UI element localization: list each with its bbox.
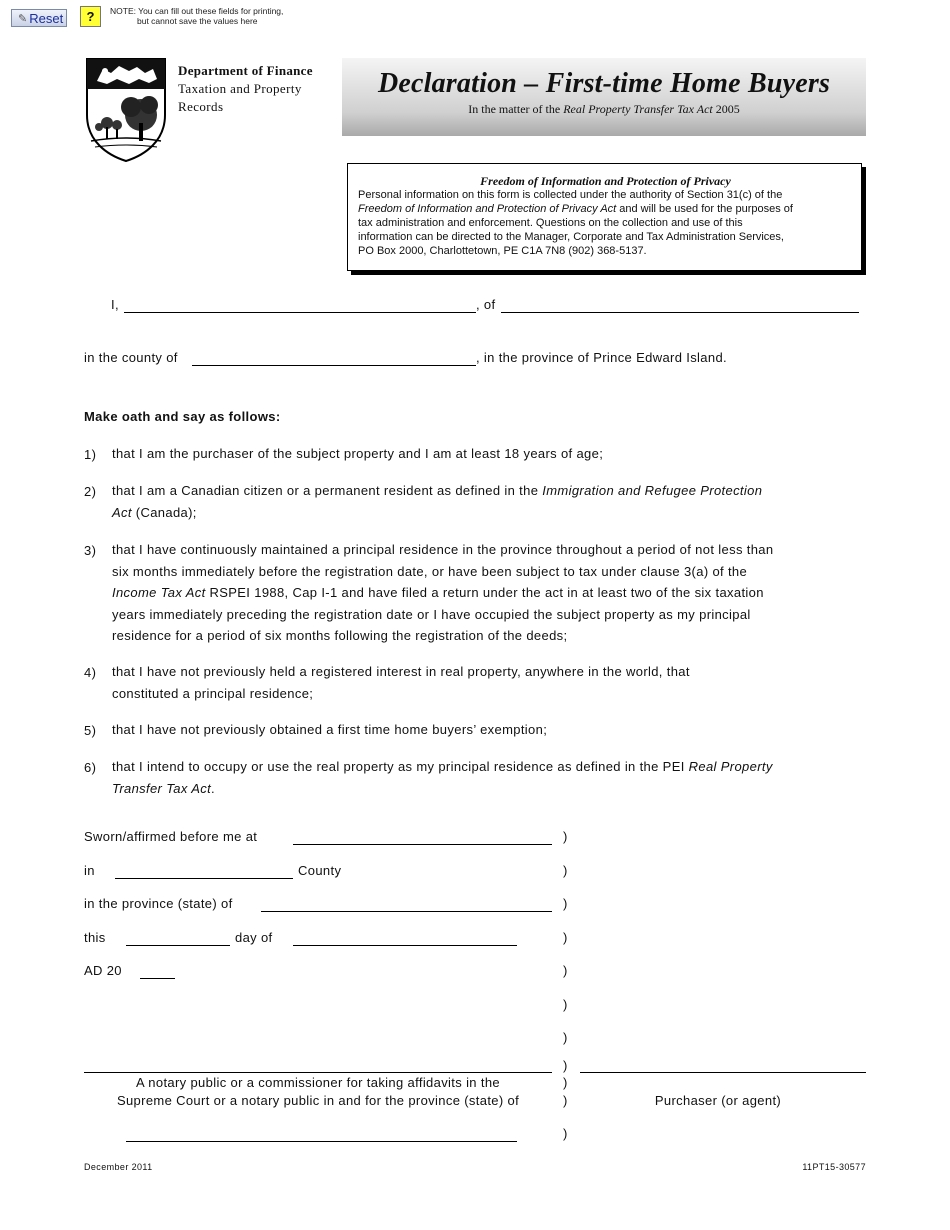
sworn-year-field[interactable]	[140, 978, 175, 979]
bracket: )	[563, 997, 568, 1012]
form-title: Declaration – First-time Home Buyers	[377, 68, 831, 99]
department-division: Taxation and Property	[178, 81, 302, 96]
footer-date: December 2011	[84, 1162, 153, 1172]
reset-label: Reset	[29, 10, 64, 26]
of-label: , of	[476, 297, 496, 312]
bracket: )	[563, 1075, 568, 1090]
bracket: )	[563, 863, 568, 878]
declarant-address-field[interactable]	[501, 312, 859, 313]
sworn-month-field[interactable]	[293, 945, 517, 946]
department-division-2: Records	[178, 99, 224, 114]
privacy-heading: Freedom of Information and Protection of Privacy	[480, 174, 731, 188]
notary-province-field[interactable]	[126, 1141, 517, 1142]
sworn-ad-label: AD 20	[84, 963, 122, 978]
sworn-at-label: Sworn/affirmed before me at	[84, 829, 258, 844]
sworn-county-field[interactable]	[115, 878, 293, 879]
bracket: )	[563, 1126, 568, 1141]
footer-form-code: 11PT15-30577	[802, 1162, 866, 1172]
bracket: )	[563, 1030, 568, 1045]
sworn-day-field[interactable]	[126, 945, 230, 946]
sworn-location-field[interactable]	[293, 844, 552, 845]
form-subtitle: In the matter of the Real Property Transfer Tax Act 2005	[468, 102, 740, 116]
province-label: , in the province of Prince Edward Island.	[476, 350, 727, 365]
county-label: in the county of	[84, 350, 178, 365]
notary-caption-1: A notary public or a commissioner for taking affidavits in the	[136, 1075, 500, 1090]
bracket: )	[563, 896, 568, 911]
bracket: )	[563, 1058, 568, 1073]
notary-signature-line[interactable]	[84, 1072, 552, 1073]
reset-button[interactable]	[11, 9, 67, 27]
privacy-notice: Freedom of Information and Protection of Privacy Personal information on this form is collected under the authority of Section 31(c) of the Freedom of Information and Protection of Privacy Act and will be used for the purposes of tax administration and enforcement. Questions on the collection and use of this information can be directed to the Manager, Corporate and Tax Administration Services, PO Box 2000, Charlottetown, PE C1A 7N8 (902) 368-5137.	[347, 163, 862, 271]
sworn-county-label: County	[298, 863, 342, 878]
title-banner	[342, 58, 866, 136]
bracket: )	[563, 930, 568, 945]
eraser-icon: ✎	[18, 12, 28, 25]
bracket: )	[563, 1093, 568, 1108]
sworn-province-label: in the province (state) of	[84, 896, 233, 911]
notary-caption-2: Supreme Court or a notary public in and for the province (state) of	[116, 1093, 520, 1108]
sworn-day-of-label: day of	[235, 930, 273, 945]
department-block	[178, 62, 313, 116]
purchaser-signature-line[interactable]	[580, 1072, 866, 1073]
sworn-in-label: in	[84, 863, 95, 878]
declarant-county-field[interactable]	[192, 365, 476, 366]
bracket: )	[563, 829, 568, 844]
form-note: NOTE: You can fill out these fields for printing, but cannot save the values here	[110, 6, 284, 26]
sworn-this-label: this	[84, 930, 106, 945]
department-name: Department of Finance	[178, 63, 313, 78]
oath-heading: Make oath and say as follows:	[84, 409, 281, 424]
pei-coat-of-arms-logo	[85, 57, 167, 163]
purchaser-caption: Purchaser (or agent)	[654, 1093, 782, 1108]
i-label: I,	[111, 297, 119, 312]
sworn-province-field[interactable]	[261, 911, 552, 912]
declarant-name-field[interactable]	[124, 312, 476, 313]
help-button[interactable]: ?	[80, 6, 101, 27]
bracket: )	[563, 963, 568, 978]
